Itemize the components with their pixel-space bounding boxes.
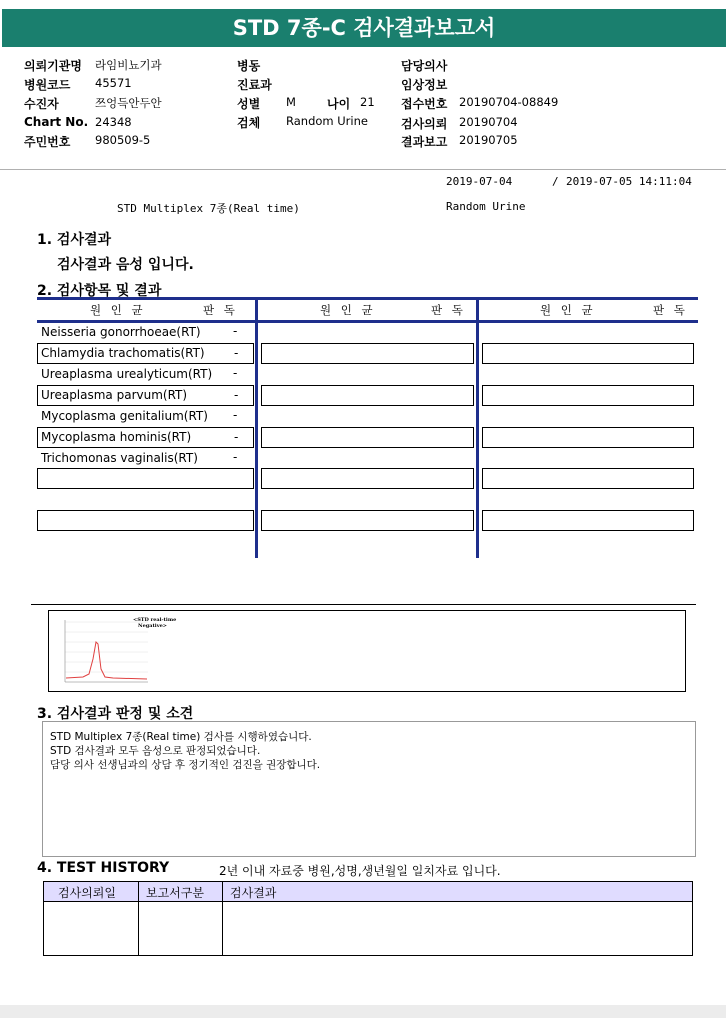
organism-result: - xyxy=(234,430,239,444)
empty-row xyxy=(261,343,474,364)
history-col-divider xyxy=(222,882,223,955)
empty-row xyxy=(482,343,694,364)
age-label: 나이 xyxy=(327,97,351,111)
date-end: 2019-07-05 14:11:04 xyxy=(566,175,692,188)
report-date-value: 20190705 xyxy=(459,133,518,147)
graph-box xyxy=(48,610,686,692)
history-col-divider xyxy=(138,882,139,955)
empty-row xyxy=(482,468,694,489)
findings-box xyxy=(42,721,696,857)
findings-line: STD 검사결과 모두 음성으로 판정되었습니다. xyxy=(50,745,261,757)
col-judgement-2: 판 독 xyxy=(431,303,466,317)
organism-name: Mycoplasma genitalium(RT) xyxy=(41,409,208,423)
hospital-code-value: 45571 xyxy=(95,76,132,90)
findings-text xyxy=(50,730,320,772)
report-title: STD 7종-C 검사결과보고서 xyxy=(2,9,726,47)
organism-name: Chlamydia trachomatis(RT) xyxy=(41,346,205,360)
sex-label: 성별 xyxy=(237,97,261,111)
receipt-no-label: 접수번호 xyxy=(401,97,448,111)
organism-name: Neisseria gonorrhoeae(RT) xyxy=(41,325,201,339)
receipt-no-value: 20190704-08849 xyxy=(459,95,559,109)
chart-no-value: 24348 xyxy=(95,115,132,129)
doctor-label: 담당의사 xyxy=(401,59,448,73)
organism-result: - xyxy=(234,388,239,402)
test-name: STD Multiplex 7종(Real time) xyxy=(117,202,300,215)
request-date-value: 20190704 xyxy=(459,115,518,129)
history-col-request-date: 검사의뢰일 xyxy=(58,886,116,900)
empty-row xyxy=(261,510,474,531)
col-organism-1: 원 인 균 xyxy=(90,303,146,317)
section4-title: 4. TEST HISTORY xyxy=(37,860,170,876)
hospital-code-label: 병원코드 xyxy=(24,78,71,92)
results-row xyxy=(37,427,254,448)
organism-name: Ureaplasma urealyticum(RT) xyxy=(41,367,213,381)
col-judgement-1: 판 독 xyxy=(203,303,238,317)
history-col-report-type: 보고서구분 xyxy=(146,886,204,900)
history-col-result: 검사결과 xyxy=(230,886,277,900)
organism-result: - xyxy=(234,346,239,360)
organism-name: Trichomonas vaginalis(RT) xyxy=(41,451,198,465)
date-separator: / xyxy=(552,175,559,188)
request-date-label: 검사의뢰 xyxy=(401,117,448,131)
empty-row xyxy=(37,468,254,489)
empty-row xyxy=(482,427,694,448)
empty-row xyxy=(261,468,474,489)
specimen-value: Random Urine xyxy=(286,114,368,128)
section1-result: 검사결과 음성 입니다. xyxy=(57,257,194,273)
organism-result: - xyxy=(233,366,238,380)
institution-value: 라임비뇨기과 xyxy=(95,58,162,72)
history-table xyxy=(43,881,693,956)
findings-line: 담당 의사 선생님과의 상담 후 정기적인 검진을 권장합니다. xyxy=(50,759,321,771)
empty-row xyxy=(261,427,474,448)
organism-name: Ureaplasma parvum(RT) xyxy=(41,388,188,402)
specimen-type: Random Urine xyxy=(446,200,526,213)
id-no-label: 주민번호 xyxy=(24,135,71,149)
date-start: 2019-07-04 xyxy=(446,175,513,188)
col-organism-3: 원 인 균 xyxy=(540,303,596,317)
column-divider-2 xyxy=(476,297,479,558)
section3-title: 3. 검사결과 판정 및 소견 xyxy=(37,706,194,722)
empty-row xyxy=(37,510,254,531)
sex-value: M xyxy=(286,95,296,109)
graph-label-line2: Negative> xyxy=(138,623,167,629)
institution-label: 의뢰기관명 xyxy=(24,59,82,73)
col-organism-2: 원 인 균 xyxy=(320,303,376,317)
clinical-info-label: 임상정보 xyxy=(401,78,448,92)
results-row xyxy=(37,343,254,364)
empty-row xyxy=(261,385,474,406)
results-row xyxy=(37,385,254,406)
organism-result: - xyxy=(233,408,238,422)
findings-line: STD Multiplex 7종(Real time) 검사를 시행하였습니다. xyxy=(50,731,312,743)
department-label: 진료과 xyxy=(237,78,272,92)
section1-title: 1. 검사결과 xyxy=(37,232,112,248)
section-divider xyxy=(31,604,696,605)
empty-row xyxy=(482,385,694,406)
report-date-label: 결과보고 xyxy=(401,135,448,149)
organism-name: Mycoplasma hominis(RT) xyxy=(41,430,192,444)
age-value: 21 xyxy=(360,95,375,109)
column-divider-1 xyxy=(255,297,258,558)
ward-label: 병동 xyxy=(237,59,261,73)
id-no-value: 980509-5 xyxy=(95,133,151,147)
patient-label: 수진자 xyxy=(24,97,59,111)
empty-row xyxy=(482,510,694,531)
chart-no-label: Chart No. xyxy=(24,115,89,129)
history-note: 2년 이내 자료중 병원,성명,생년월일 일치자료 입니다. xyxy=(219,864,501,878)
section2-title: 2. 검사항목 및 결과 xyxy=(37,283,162,299)
organism-result: - xyxy=(233,324,238,338)
history-table-header xyxy=(44,882,692,902)
graph-label-line1: <STD real-time xyxy=(133,617,177,623)
specimen-label: 검체 xyxy=(237,116,261,130)
patient-value: 쯔엉득안두안 xyxy=(95,96,162,110)
col-judgement-3: 판 독 xyxy=(653,303,688,317)
organism-result: - xyxy=(233,450,238,464)
